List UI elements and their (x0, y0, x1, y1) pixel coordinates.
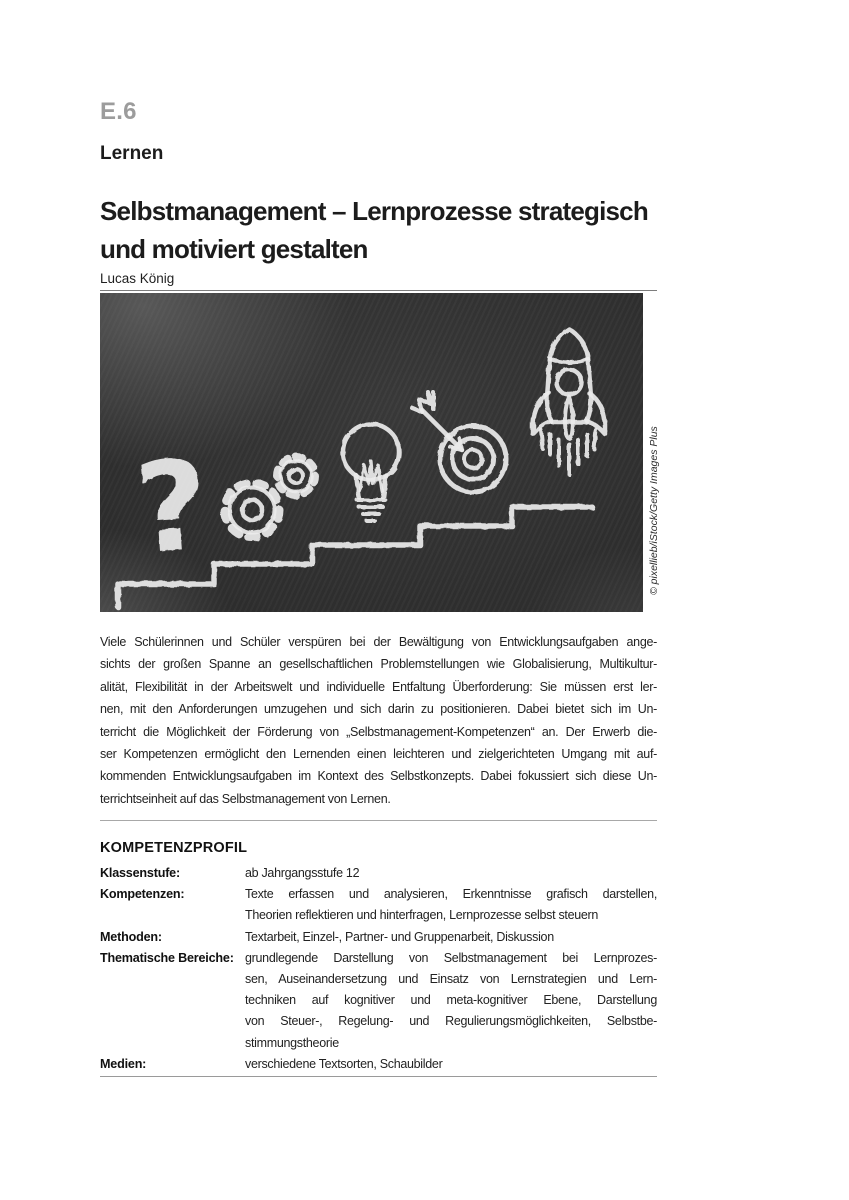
table-row (100, 948, 657, 1054)
competence-profile-table (100, 863, 657, 1075)
table-row (100, 1054, 657, 1075)
text-line: stimmungstheorie (245, 1035, 339, 1050)
text-line: alität, Flexibilität in der Arbeitswelt und individuelle Entfaltung Überforderung: Sie müssen erst ler- (100, 679, 657, 694)
text-line: sen, Auseinandersetzung und Einsatz von Lernstrategien und Lern- (245, 972, 657, 987)
row-value (245, 927, 657, 948)
gears-shape (225, 457, 315, 537)
lightbulb-shape (343, 424, 399, 521)
text-line: Textarbeit, Einzel-, Partner- und Gruppenarbeit, Diskussion (245, 929, 554, 944)
row-value (245, 1054, 657, 1075)
table-row (100, 884, 657, 926)
row-label: Methoden: (100, 929, 162, 944)
text-line: ser Kompetenzen ermöglicht den Lernenden einen leichteren und zielgerichteten Umgang mit auf- (100, 747, 657, 762)
text-line: ab Jahrgangsstufe 12 (245, 866, 360, 880)
row-value (245, 863, 657, 884)
text-line: nen, mit den Anforderungen umzugehen und sich darin zu positionieren. Dabei bietet sich im Un- (100, 702, 657, 717)
text-line: Texte erfassen und analysieren, Erkenntnisse grafisch darstellen, (245, 887, 657, 902)
text-line: und motiviert gestalten (100, 234, 368, 264)
text-line: grundlegende Darstellung von Selbstmanagement bei Lernprozes- (245, 950, 657, 965)
text-line: Selbstmanagement – Lernprozesse strategisch (100, 196, 648, 226)
row-label: Thematische Bereiche: (100, 950, 234, 965)
image-credit: © pixellieb/iStock/Getty Images Plus (648, 426, 660, 595)
row-label: Medien: (100, 1056, 147, 1071)
text-line: techniken auf kognitiver und meta-kognitiver Ebene, Darstellung (245, 993, 657, 1008)
chalkboard-illustration (100, 293, 643, 612)
row-label: Klassenstufe: (100, 866, 180, 880)
table-row (100, 863, 657, 884)
text-line: terricht die Möglichkeit der Förderung von „Selbstmanagement-Kompetenzen“ an. Der Erwerb die- (100, 724, 657, 739)
section-divider-bottom (100, 1076, 657, 1077)
text-line: verschiedene Textsorten, Schaubilder (245, 1056, 443, 1071)
text-line: Theorien reflektieren und hinterfragen, Lernprozesse selbst steuern (245, 908, 599, 923)
section-code: E.6 (100, 98, 137, 125)
text-line: kommenden Entwicklungsaufgaben im Kontext des Selbstkonzepts. Dabei fokussiert sich diese Un- (100, 769, 657, 784)
text-line: von Steuer-, Regelung- und Regulierungsmöglichkeiten, Selbstbe- (245, 1014, 657, 1029)
target-arrow-shape (412, 392, 506, 492)
author-name: Lucas König (100, 271, 657, 291)
text-line: sichts der großen Spanne an gesellschaftlichen Problemstellungen wie Globalisierung, Multikultur- (100, 657, 657, 672)
profile-heading: KOMPETENZPROFIL (100, 840, 248, 856)
rocket-shape (533, 329, 605, 474)
section-divider-top (100, 820, 657, 821)
chalk-drawing (100, 293, 643, 612)
table-row (100, 927, 657, 948)
intro-paragraph (100, 631, 657, 810)
row-value (245, 948, 657, 1054)
row-value (245, 884, 657, 926)
svg-text:?: ? (131, 433, 213, 583)
row-label: Kompetenzen: (100, 887, 185, 902)
text-line: Viele Schülerinnen und Schüler verspüren bei der Bewältigung von Entwicklungsaufgaben ange- (100, 635, 657, 649)
text-line: terrichtseinheit auf das Selbstmanagement von Lernen. (100, 791, 391, 806)
question-mark-shape (131, 434, 213, 583)
page-title (100, 192, 750, 268)
category-heading: Lernen (100, 143, 164, 164)
